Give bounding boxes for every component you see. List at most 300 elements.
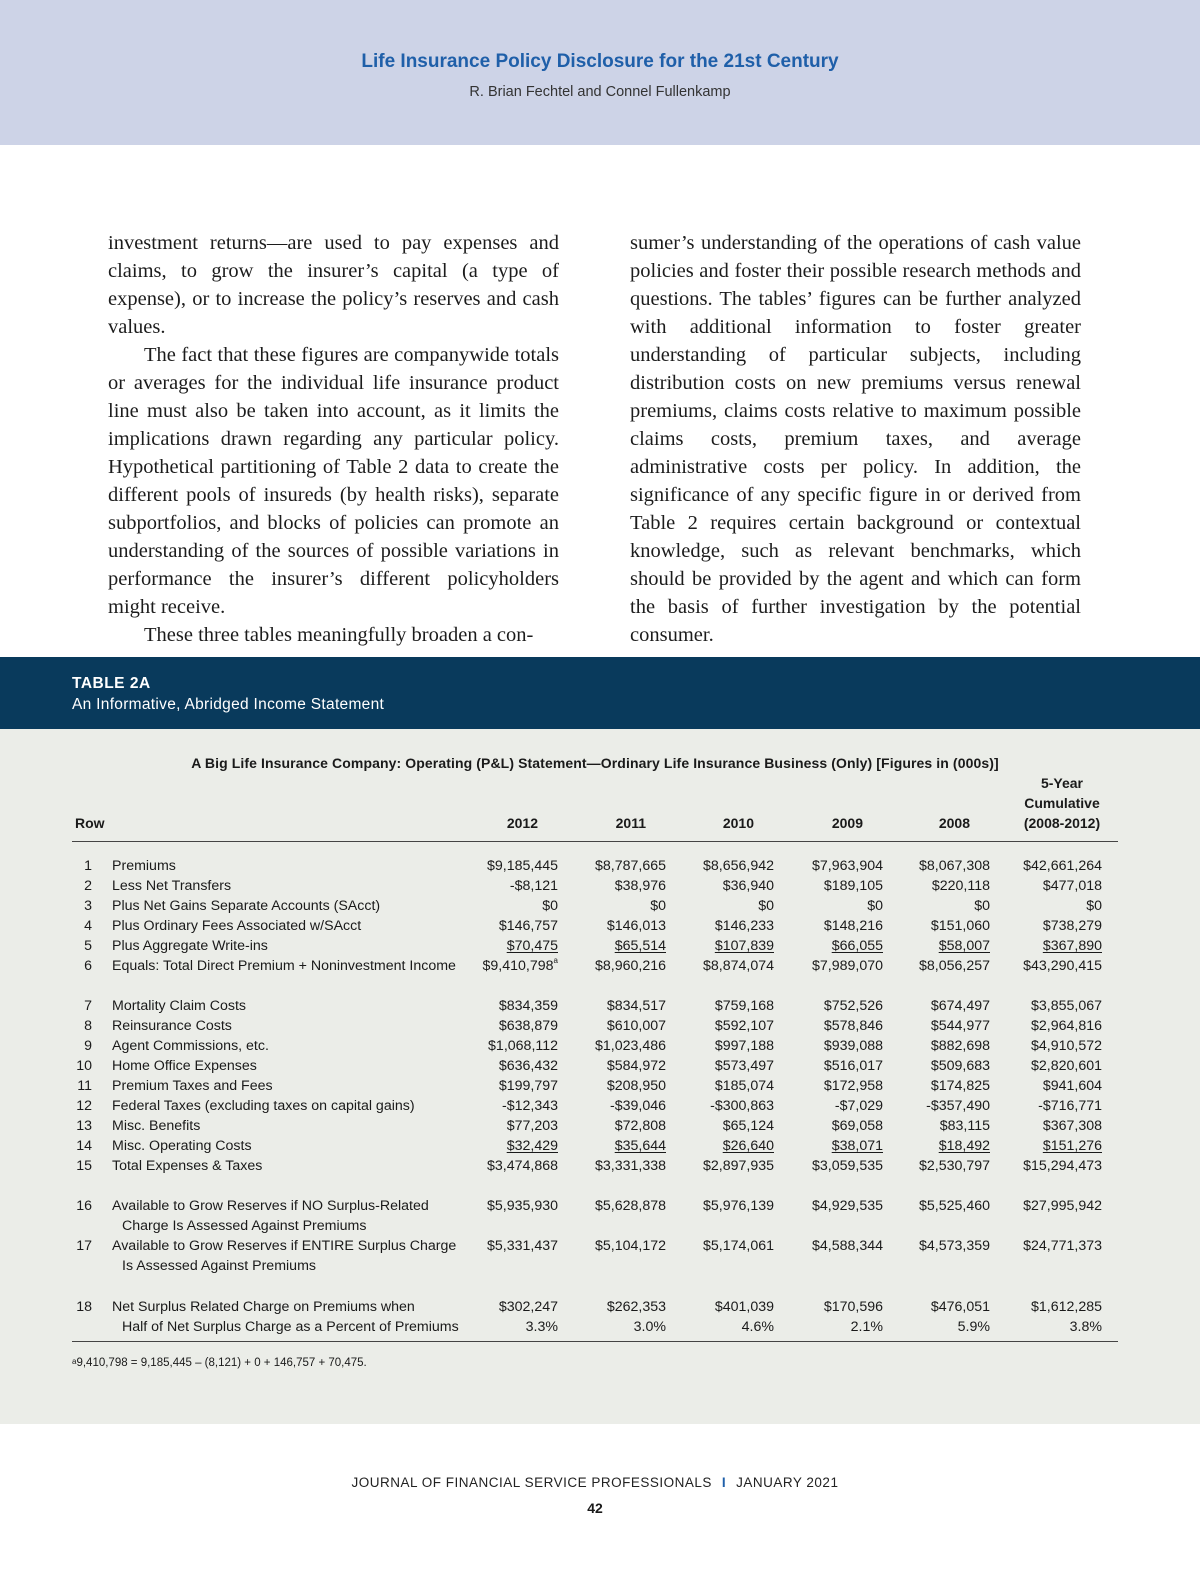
cell-text: $43,290,415 (1023, 958, 1102, 974)
cell-value (664, 1236, 774, 1256)
cell-text: -$300,863 (710, 1098, 774, 1114)
cell-text: $4,588,344 (811, 1238, 883, 1254)
row-number: 3 (84, 898, 92, 914)
table-bottom-rule (72, 1341, 1118, 1342)
cell-text: $674,497 (930, 998, 990, 1014)
cell-text: $2,964,816 (1030, 1018, 1102, 1034)
cell-text: $172,958 (823, 1078, 883, 1094)
table-row (72, 1136, 1118, 1156)
cell-text: $24,771,373 (1023, 1238, 1102, 1254)
cell-cumulative (992, 1196, 1102, 1216)
cell-value (773, 876, 883, 896)
cell-text: $834,517 (606, 998, 666, 1014)
cell-percent: 2.1% (850, 1319, 883, 1335)
footnote-text: 9,410,798 = 9,185,445 – (8,121) + 0 + 146,757 + 70,475. (76, 1357, 367, 1369)
cell-cumulative (992, 996, 1102, 1016)
row-number: 11 (77, 1078, 92, 1094)
journal-name: JOURNAL OF FINANCIAL SERVICE PROFESSIONALS (351, 1475, 712, 1490)
cell-percent: 3.3% (525, 1319, 558, 1335)
header-cumulative-line: (2008-2012) (1023, 815, 1101, 831)
cell-cumulative (992, 1016, 1102, 1036)
cell-cumulative (992, 856, 1102, 876)
cell-value (773, 956, 883, 976)
cell-value (880, 1116, 990, 1136)
cell-text: $0 (758, 898, 774, 914)
cell-text: $882,698 (930, 1038, 990, 1054)
header-year-2011: 2011 (615, 815, 646, 831)
cell-text: $1,612,285 (1030, 1299, 1102, 1315)
cell-cumulative (992, 956, 1102, 976)
cell-value (448, 1297, 558, 1317)
cell-text: $8,056,257 (918, 958, 990, 974)
cell-value (880, 1096, 990, 1116)
cell-value (448, 1076, 558, 1096)
table-footnote (72, 1357, 367, 1369)
table-row (72, 1096, 1118, 1116)
income-statement-table (0, 729, 1200, 1424)
row-label: Total Expenses & Taxes (112, 1158, 263, 1174)
cell-value (880, 856, 990, 876)
cell-value (556, 1236, 666, 1256)
cell-value (448, 1056, 558, 1076)
cell-value (664, 1136, 774, 1156)
row-number: 12 (76, 1098, 92, 1114)
paragraph: investment returns—are used to pay expenses and claims, to grow the insurer’s capital (a type of expense), or to increase the policy’s reserves and cash values. (108, 232, 559, 338)
cell-cumulative (992, 916, 1102, 936)
row-number: 18 (76, 1299, 92, 1315)
cell-text: $38,976 (614, 878, 666, 894)
cell-cumulative (992, 1056, 1102, 1076)
cell-text: $38,071 (831, 1138, 883, 1154)
row-label: Less Net Transfers (112, 878, 232, 894)
table-row-continuation (72, 1256, 1118, 1276)
cell-text: $578,846 (823, 1018, 883, 1034)
paragraph: These three tables meaningfully broaden a con- (144, 624, 534, 646)
cell-value (773, 916, 883, 936)
cell-text: -$39,046 (609, 1098, 666, 1114)
cell-text: $70,475 (506, 938, 558, 954)
cell-percent: 4.6% (741, 1319, 774, 1335)
cell-value (773, 1116, 883, 1136)
cell-text: $7,989,070 (811, 958, 883, 974)
cell-text: $3,331,338 (594, 1158, 666, 1174)
cell-value (664, 1196, 774, 1216)
cell-value (773, 1016, 883, 1036)
cell-cumulative (992, 936, 1102, 956)
cell-text: $15,294,473 (1023, 1158, 1102, 1174)
cell-value (556, 876, 666, 896)
cell-text: $9,410,798 (482, 958, 554, 974)
cell-value (448, 1236, 558, 1256)
cell-text: -$7,029 (834, 1098, 883, 1114)
cell-value (556, 1076, 666, 1096)
cell-text: $592,107 (714, 1018, 774, 1034)
cell-text: -$716,771 (1038, 1098, 1102, 1114)
cell-text: -$357,490 (926, 1098, 990, 1114)
header-year-2010: 2010 (722, 815, 754, 831)
table-row (72, 1056, 1118, 1076)
cell-value (773, 856, 883, 876)
cell-text: $5,935,930 (486, 1198, 558, 1214)
table-row (72, 936, 1118, 956)
row-label: Plus Net Gains Separate Accounts (SAcct) (112, 898, 381, 914)
row-label-continued: Charge Is Assessed Against Premiums (122, 1218, 367, 1234)
table-title-band (0, 657, 1200, 729)
cell-text: $77,203 (506, 1118, 558, 1134)
cell-value (664, 1156, 774, 1176)
header-cumulative (1002, 773, 1122, 833)
cell-value (773, 1056, 883, 1076)
cell-text: $170,596 (823, 1299, 883, 1315)
row-number: 1 (84, 858, 92, 874)
cell-value (880, 876, 990, 896)
cell-text: $0 (974, 898, 990, 914)
footnote-mark: a (72, 1357, 77, 1366)
row-label: Federal Taxes (excluding taxes on capital gains) (112, 1098, 415, 1114)
cell-text: $0 (650, 898, 666, 914)
row-label: Available to Grow Reserves if NO Surplus-Related (112, 1198, 429, 1214)
cell-text: $3,474,868 (486, 1158, 558, 1174)
cell-cumulative (992, 1116, 1102, 1136)
cell-text: $4,910,572 (1030, 1038, 1102, 1054)
table-row (72, 1016, 1118, 1036)
cell-value (664, 1116, 774, 1136)
cell-text: $189,105 (823, 878, 883, 894)
cell-value (448, 996, 558, 1016)
row-label: Home Office Expenses (112, 1058, 257, 1074)
row-number: 6 (84, 958, 92, 974)
cell-value (664, 1056, 774, 1076)
table-row (72, 1236, 1118, 1256)
cell-value (556, 896, 666, 916)
table-row-continuation (72, 1317, 1118, 1337)
row-label: Misc. Operating Costs (112, 1138, 252, 1154)
cell-value (448, 1036, 558, 1056)
cell-text: $69,058 (831, 1118, 883, 1134)
cell-text: $5,174,061 (702, 1238, 774, 1254)
cell-value (880, 916, 990, 936)
cell-text: $3,059,535 (811, 1158, 883, 1174)
cell-text: $3,855,067 (1030, 998, 1102, 1014)
cell-text: $638,879 (498, 1018, 558, 1034)
cell-value (773, 1036, 883, 1056)
cell-value (556, 1196, 666, 1216)
cell-text: $8,960,216 (594, 958, 666, 974)
table-row (72, 876, 1118, 896)
cell-text: $151,276 (1042, 1138, 1102, 1154)
cell-text: $151,060 (930, 918, 990, 934)
cell-cumulative (992, 1236, 1102, 1256)
cell-text: $58,007 (938, 938, 990, 954)
cell-value (556, 1056, 666, 1076)
cell-percent: 3.0% (633, 1319, 666, 1335)
cell-text: $584,972 (606, 1058, 666, 1074)
table-row (72, 1116, 1118, 1136)
cell-value (556, 856, 666, 876)
cell-text: $610,007 (606, 1018, 666, 1034)
issue-date: JANUARY 2021 (736, 1475, 839, 1490)
cell-value (556, 1036, 666, 1056)
cell-cumulative (992, 1297, 1102, 1317)
cell-text: $544,977 (930, 1018, 990, 1034)
cell-text: $4,929,535 (811, 1198, 883, 1214)
table-header (72, 773, 1118, 842)
cell-text: $8,787,665 (594, 858, 666, 874)
cell-text: $4,573,359 (918, 1238, 990, 1254)
row-number: 7 (84, 998, 92, 1014)
cell-value (773, 1136, 883, 1156)
cell-text: $0 (542, 898, 558, 914)
table-label: TABLE 2A (72, 675, 151, 692)
page-footer (0, 1475, 1190, 1490)
cell-value (556, 1116, 666, 1136)
row-number: 9 (84, 1038, 92, 1054)
row-label-continued: Is Assessed Against Premiums (122, 1258, 316, 1274)
table-row (72, 1297, 1118, 1317)
table-row-continuation (72, 1216, 1118, 1236)
cell-text: $35,644 (614, 1138, 666, 1154)
page-number: 42 (587, 1500, 603, 1516)
cell-value (448, 1016, 558, 1036)
cell-value (880, 1056, 990, 1076)
cell-text: $42,661,264 (1023, 858, 1102, 874)
row-label: Plus Aggregate Write-ins (112, 938, 268, 954)
cell-text: -$8,121 (509, 878, 558, 894)
row-label: Agent Commissions, etc. (112, 1038, 269, 1054)
cell-cumulative (992, 876, 1102, 896)
cell-text: $5,976,139 (702, 1198, 774, 1214)
row-number: 10 (76, 1058, 92, 1074)
cell-value (556, 1297, 666, 1317)
cell-text: $262,353 (606, 1299, 666, 1315)
cell-value (773, 1156, 883, 1176)
cell-text: $939,088 (823, 1038, 883, 1054)
footnote-mark: a (553, 956, 558, 965)
table-subtitle: An Informative, Abridged Income Statement (72, 696, 385, 713)
cell-value (773, 1096, 883, 1116)
cell-value (556, 916, 666, 936)
cell-value (880, 1136, 990, 1156)
cell-value (664, 1297, 774, 1317)
cell-value (448, 1116, 558, 1136)
table-caption: A Big Life Insurance Company: Operating (P&L) Statement—Ordinary Life Insurance Business (Only) [Figures in (000s)] (191, 755, 999, 771)
row-number: 4 (84, 918, 92, 934)
cell-value (880, 1236, 990, 1256)
row-label: Available to Grow Reserves if ENTIRE Surplus Charge (112, 1238, 457, 1254)
cell-value (773, 1196, 883, 1216)
table-row (72, 856, 1118, 876)
cell-value (556, 1156, 666, 1176)
table-row (72, 996, 1118, 1016)
cell-text: $477,018 (1042, 878, 1102, 894)
cell-text: $8,874,074 (702, 958, 774, 974)
cell-value (664, 996, 774, 1016)
row-label: Mortality Claim Costs (112, 998, 247, 1014)
cell-value (448, 956, 558, 976)
cell-value (880, 1076, 990, 1096)
table-row (72, 1036, 1118, 1056)
cell-text: $7,963,904 (811, 858, 883, 874)
header-year-2009: 2009 (831, 815, 863, 831)
cell-value (556, 1096, 666, 1116)
cell-text: $72,808 (614, 1118, 666, 1134)
table-row (72, 916, 1118, 936)
running-header (0, 0, 1200, 145)
cell-text: $36,940 (722, 878, 774, 894)
cell-text: $2,820,601 (1030, 1058, 1102, 1074)
cell-text: $83,115 (939, 1118, 990, 1134)
cell-value (880, 936, 990, 956)
cell-value (556, 1136, 666, 1156)
article-authors: R. Brian Fechtel and Connel Fullenkamp (469, 84, 731, 100)
cell-text: $5,331,437 (486, 1238, 558, 1254)
cell-value (880, 1196, 990, 1216)
cell-cumulative (992, 1136, 1102, 1156)
cell-value (773, 1297, 883, 1317)
header-cumulative-line: Cumulative (1024, 795, 1100, 811)
cell-value (664, 1016, 774, 1036)
cell-value (556, 936, 666, 956)
cell-text: $65,124 (722, 1118, 774, 1134)
cell-value (664, 956, 774, 976)
cell-value (880, 1036, 990, 1056)
cell-value (664, 1096, 774, 1116)
row-label: Plus Ordinary Fees Associated w/SAcct (112, 918, 362, 934)
cell-value (448, 1156, 558, 1176)
cell-text: $5,525,460 (918, 1198, 990, 1214)
cell-cumulative (992, 1096, 1102, 1116)
table-row (72, 896, 1118, 916)
cell-text: $516,017 (823, 1058, 883, 1074)
row-label: Premium Taxes and Fees (112, 1078, 273, 1094)
cell-text: $2,897,935 (702, 1158, 774, 1174)
cell-text: $5,628,878 (594, 1198, 666, 1214)
cell-percent: 3.8% (1069, 1319, 1102, 1335)
paragraph: sumer’s understanding of the operations of cash value policies and foster their possible research methods and questions. The tables’ figures can be further analyzed with additional information to foster greater understanding of particular subjects, including distribution costs on new premiums versus renewal premiums, claims costs relative to maximum possible claims costs, premium taxes, and average administrative costs per policy. In addition, the significance of any specific figure in or derived from Table 2 requires certain background or contextual knowledge, such as relevant benchmarks, which should be provided by the agent and which can form the basis of further investigation by the potential consumer. (630, 232, 1081, 646)
cell-percent: 5.9% (957, 1319, 990, 1335)
cell-value (448, 896, 558, 916)
cell-text: $367,308 (1042, 1118, 1102, 1134)
cell-text: $26,640 (722, 1138, 774, 1154)
cell-text: $0 (867, 898, 883, 914)
row-label: Equals: Total Direct Premium + Noninvestment Income (112, 958, 456, 974)
cell-text: $107,839 (714, 938, 774, 954)
row-number: 16 (76, 1198, 92, 1214)
cell-text: $2,530,797 (918, 1158, 990, 1174)
cell-value (448, 916, 558, 936)
cell-text: -$12,343 (501, 1098, 558, 1114)
table-row (72, 956, 1118, 976)
cell-text: $65,514 (614, 938, 666, 954)
cell-value (556, 1016, 666, 1036)
cell-value (773, 996, 883, 1016)
cell-text: $834,359 (498, 998, 558, 1014)
cell-cumulative (992, 1156, 1102, 1176)
cell-text: $148,216 (823, 918, 883, 934)
row-label: Misc. Benefits (112, 1118, 201, 1134)
cell-text: $997,188 (714, 1038, 774, 1054)
cell-value (664, 916, 774, 936)
table-row (72, 1156, 1118, 1176)
cell-cumulative (992, 896, 1102, 916)
cell-value (448, 1096, 558, 1116)
row-label: Premiums (112, 858, 176, 874)
row-number: 13 (76, 1118, 92, 1134)
cell-text: $208,950 (606, 1078, 666, 1094)
row-number: 15 (76, 1158, 92, 1174)
row-number: 5 (84, 938, 92, 954)
cell-cumulative (992, 1036, 1102, 1056)
cell-value (448, 1136, 558, 1156)
cell-value (664, 936, 774, 956)
table-row (72, 1196, 1118, 1216)
cell-text: $174,825 (930, 1078, 990, 1094)
cell-value (664, 876, 774, 896)
cell-value (880, 956, 990, 976)
cell-text: $5,104,172 (594, 1238, 666, 1254)
cell-text: $32,429 (506, 1138, 558, 1154)
cell-value (448, 1196, 558, 1216)
cell-value (664, 856, 774, 876)
row-number: 8 (84, 1018, 92, 1034)
article-title: Life Insurance Policy Disclosure for the 21st Century (361, 51, 839, 72)
row-number: 14 (76, 1138, 92, 1154)
header-year-2012: 2012 (506, 815, 538, 831)
cell-text: $1,023,486 (594, 1038, 666, 1054)
cell-text: $636,432 (498, 1058, 558, 1074)
cell-text: $9,185,445 (486, 858, 558, 874)
cell-value (773, 896, 883, 916)
cell-text: $738,279 (1042, 918, 1102, 934)
cell-value (448, 856, 558, 876)
cell-text: $27,995,942 (1023, 1198, 1102, 1214)
cell-value (880, 896, 990, 916)
row-label-continued: Half of Net Surplus Charge as a Percent of Premiums (122, 1319, 459, 1335)
cell-text: $146,757 (498, 918, 558, 934)
cell-text: $185,074 (714, 1078, 774, 1094)
row-label: Net Surplus Related Charge on Premiums when (112, 1299, 415, 1315)
cell-value (448, 936, 558, 956)
cell-text: $1,068,112 (488, 1038, 558, 1054)
cell-text: $752,526 (823, 998, 883, 1014)
row-label: Reinsurance Costs (112, 1018, 232, 1034)
cell-value (553, 956, 666, 976)
cell-value (880, 1156, 990, 1176)
cell-text: $199,797 (498, 1078, 558, 1094)
cell-text: $220,118 (931, 878, 990, 894)
row-number: 17 (76, 1238, 92, 1254)
cell-text: $476,051 (930, 1299, 990, 1315)
cell-text: $18,492 (938, 1138, 990, 1154)
cell-text: $146,013 (606, 918, 666, 934)
cell-text: $401,039 (714, 1299, 774, 1315)
cell-value (773, 936, 883, 956)
cell-text: $0 (1086, 898, 1102, 914)
header-row: Row (75, 815, 105, 831)
footer-separator: I (721, 1475, 727, 1490)
cell-value (880, 996, 990, 1016)
cell-text: $759,168 (714, 998, 774, 1014)
cell-value (664, 1036, 774, 1056)
cell-cumulative (992, 1076, 1102, 1096)
cell-text: $66,055 (831, 938, 883, 954)
cell-value (880, 1297, 990, 1317)
header-cumulative-line: 5-Year (1040, 775, 1084, 791)
cell-value (448, 876, 558, 896)
cell-text: $302,247 (498, 1299, 558, 1315)
cell-text: $509,683 (930, 1058, 990, 1074)
cell-text: $941,604 (1042, 1078, 1102, 1094)
